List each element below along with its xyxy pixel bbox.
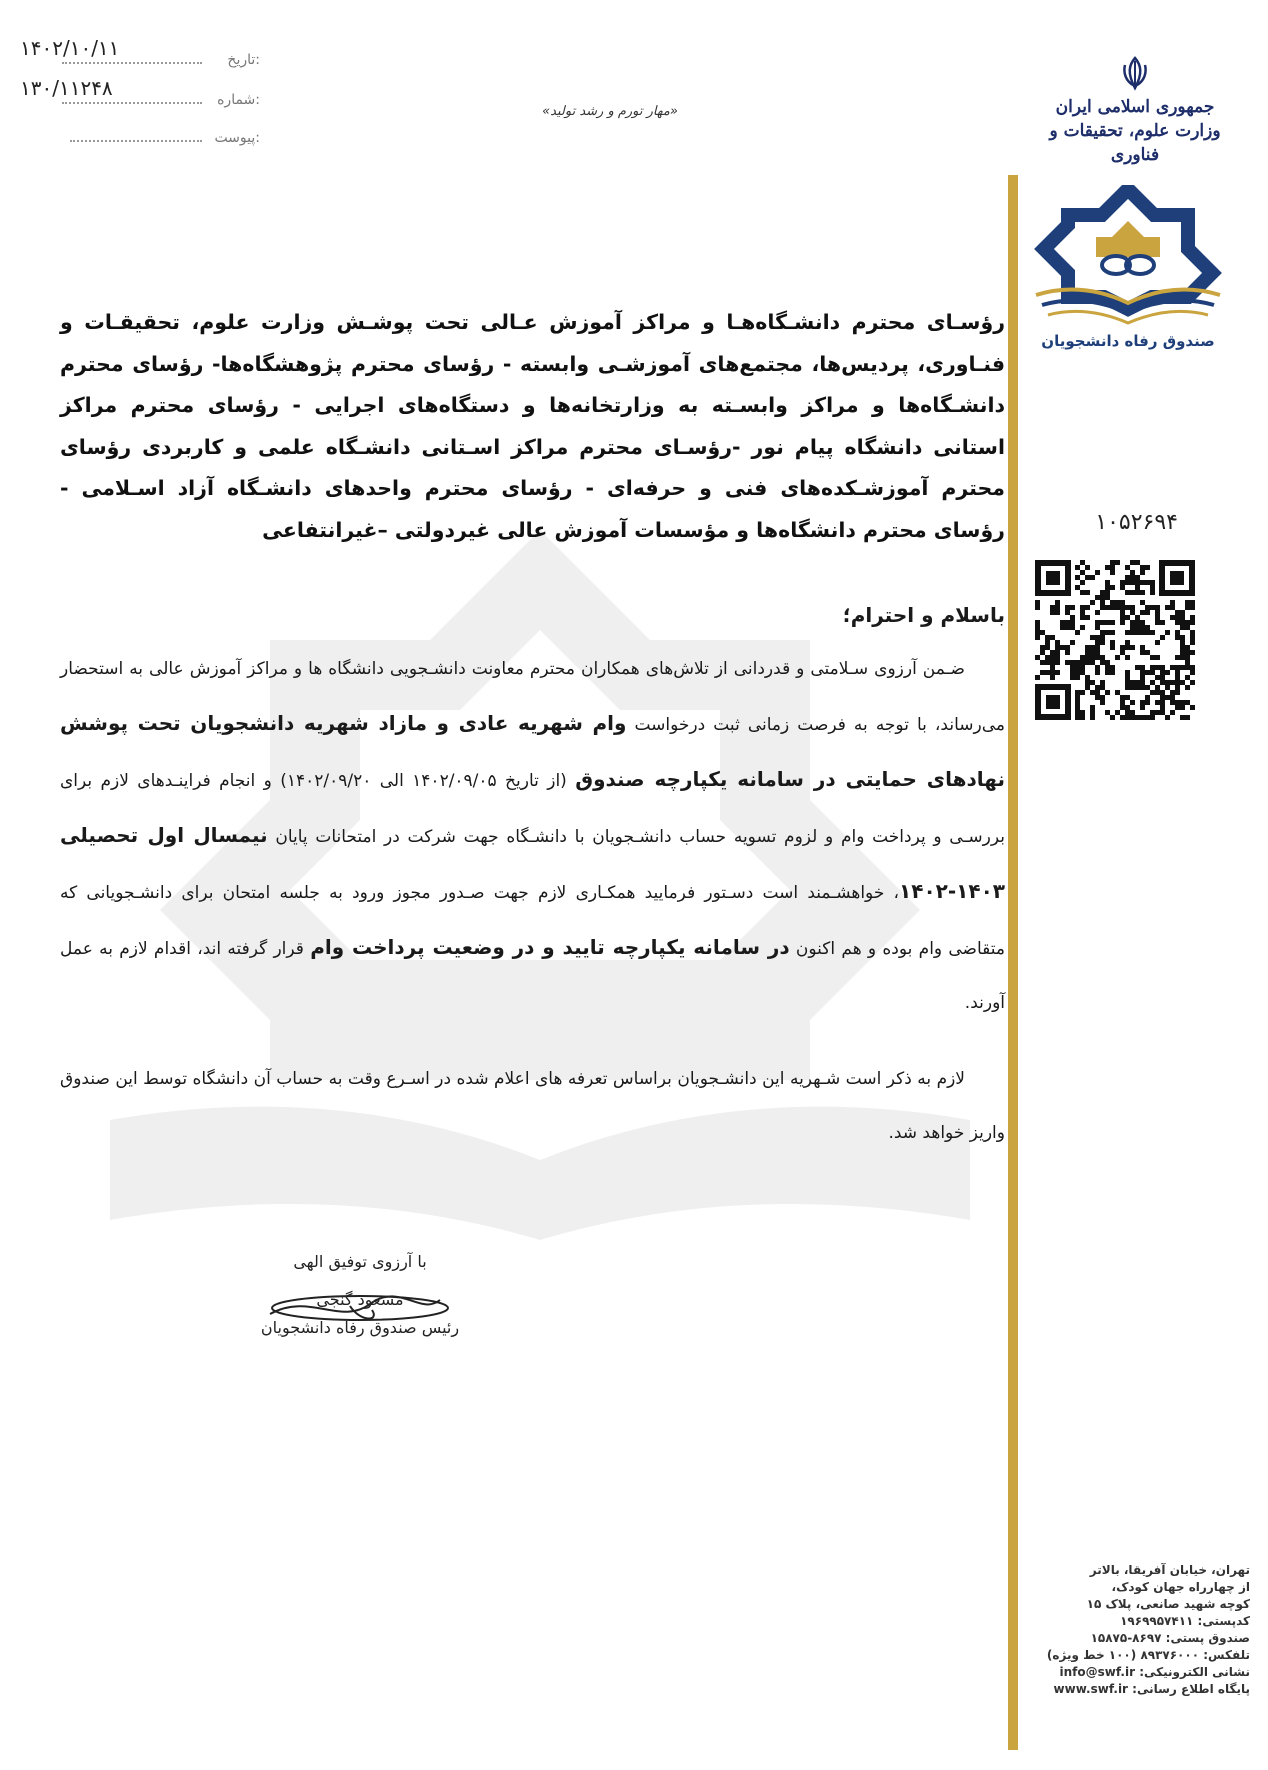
- number-field: [20, 76, 260, 110]
- number-value: ۱۳۰/۱۱۲۴۸: [20, 76, 113, 100]
- address-block: [1028, 1562, 1250, 1698]
- qr-code-icon: [1035, 560, 1195, 720]
- paragraph-main-bold-status: در سامانه یکپارچه تایید و در وضعیت پرداخت وام: [310, 935, 790, 959]
- address-line: تلفکس: ۸۹۳۷۶۰۰۰ (۱۰۰ خط ویژه): [1046, 1648, 1250, 1662]
- address-line: تهران، خیابان آفریقا، بالاتر: [1089, 1563, 1250, 1577]
- paragraph-main-bold-semester: نیمسال اول تحصیلی ۱۴۰۳-۱۴۰۲: [60, 823, 1005, 903]
- paragraph-note: [60, 1052, 1005, 1160]
- attachment-field: [20, 114, 260, 148]
- fund-name: صندوق رفاه دانشجویان: [1041, 332, 1215, 350]
- paragraph-main-bold-loan: وام شهریه عادی و مازاد شهریه دانشجویان تحت پوشش نهادهای حمایتی در سامانه یکپارچه صندوق: [60, 711, 1005, 791]
- closing-line: با آرزوی توفیق الهی: [293, 1252, 427, 1271]
- iran-emblem-icon: [1117, 55, 1153, 91]
- address-line: کوچه شهید صانعی، پلاک ۱۵: [1086, 1597, 1250, 1611]
- address-line: صندوق پستی: ۸۶۹۷-۱۵۸۷۵: [1090, 1631, 1250, 1645]
- paragraph-main-part-c: (از تاریخ ۱۴۰۲/۰۹/۰۵ الی ۱۴۰۲/۰۹/۲۰) و انجام فراینـدهای لازم برای بررسـی و پرداخت وام و لزوم تسویه حساب دانشـجویان با دانشـگاه جهت شرکت در امتحانات پایان: [60, 771, 1006, 847]
- date-dots: [62, 62, 202, 64]
- address-email[interactable]: نشانی الکترونیکی: info@swf.ir: [1059, 1665, 1250, 1679]
- date-label: تاریخ:: [227, 52, 260, 68]
- address-website[interactable]: پایگاه اطلاع رسانی: www.swf.ir: [1053, 1682, 1250, 1696]
- paragraph-main-part-g: قرار گرفته اند، اقدام لازم به عمل آورند.: [60, 939, 1005, 1013]
- reference-number: ۱۰۵۲۶۹۴: [1095, 510, 1178, 535]
- paragraph-main: [60, 642, 1005, 1030]
- address-line: کدپستی: ۱۹۶۹۹۵۷۴۱۱: [1120, 1614, 1250, 1628]
- number-dots: [62, 102, 202, 104]
- paragraph-note-text: لازم به ذکر است شـهریه این دانشـجویان براساس تعرفه های اعلام شده در اسـرع وقت به حساب آن دانشگاه توسط این صندوق واریز خواهد شد.: [60, 1069, 1005, 1143]
- motto: «مهار تورم و رشد تولید»: [542, 104, 678, 119]
- attachment-dots: [70, 140, 202, 142]
- date-value: ۱۴۰۲/۱۰/۱۱: [20, 36, 120, 60]
- attachment-label: پیوست:: [214, 130, 260, 146]
- paragraph-main-part-a: ضـمن آرزوی سـلامتی و قدردانی از تلاش‌های همکاران محترم معاونت دانشـجویی دانشگاه ها و مراکز آموزش عالی به استحضار می‌رساند، با توجه به فرصت زمانی ثبت درخواست: [60, 659, 1005, 735]
- paragraph-main-part-e: ، خواهشـمند است دسـتور فرمایید همکـاری لازم جهت صـدور مجوز ورود به جلسه امتحان برای دانشـجویانی که متقاضی وام بوده و هم اکنون: [60, 883, 1006, 959]
- signer-title: رئیس صندوق رفاه دانشجویان: [260, 1318, 460, 1337]
- ministry-line2: وزارت علوم، تحقیقات و فناوری: [1049, 121, 1221, 165]
- swf-logo-icon: [1032, 185, 1224, 325]
- recipients-block: رؤسـای محترم دانشـگاه‌هـا و مراکز آموزش عـالی تحت پوشـش وزارت علوم، تحقیقـات و فنـاوری، پردیس‌ها، مجتمع‌های آموزشـی وابسته - رؤسای محترم پژوهشگاه‌ها- رؤسای محترم دانشـگاه‌ها و مراکز وابسـته به وزارتخانه‌ها و دستگاه‌های اجرایی - رؤسای محترم مراکز استانی دانشگاه پیام نور -رؤسـای محترم مراکز اسـتانی دانشـگاه علمی و کاربردی رؤسای محترم آموزشـکده‌های فنی و حرفه‌ای - رؤسای محترم واحدهای دانشـگاه آزاد اسـلامی - رؤسای محترم دانشگاه‌ها و مؤسسات آموزش عالی غیردولتی –غیرانتفاعی: [60, 310, 1005, 542]
- ministry-logo: [1040, 55, 1230, 167]
- date-field: [20, 36, 260, 70]
- number-label: شماره:: [217, 92, 260, 108]
- ministry-line1: جمهوری اسلامی ایران: [1055, 97, 1215, 117]
- greeting: باسلام و احترام؛: [842, 603, 1005, 627]
- signer-name: مسعود گنجی: [316, 1290, 404, 1309]
- address-line: از چهارراه جهان کودک،: [1111, 1580, 1250, 1594]
- gold-divider: [1008, 175, 1018, 1750]
